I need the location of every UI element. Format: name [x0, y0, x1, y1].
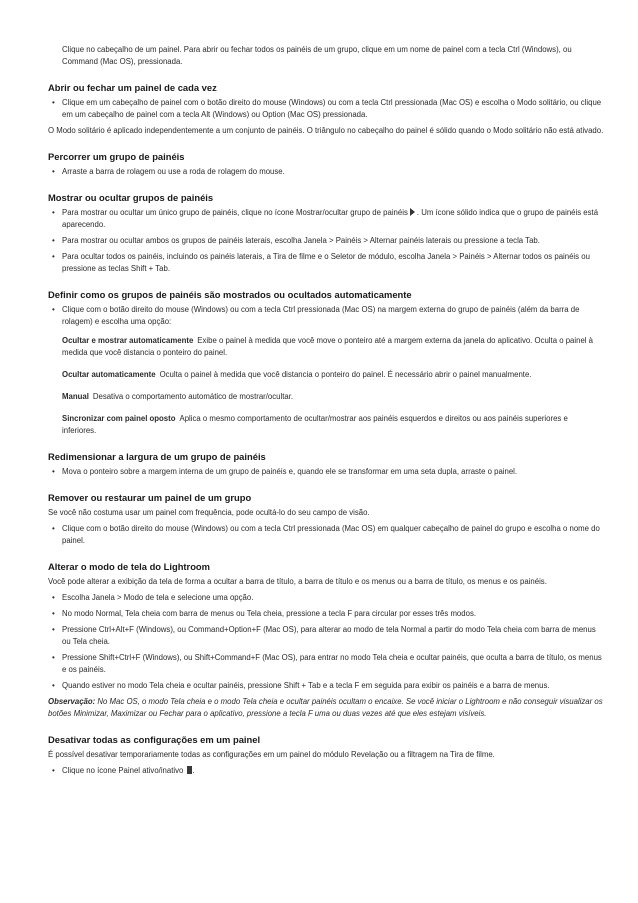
option-manual: [62, 391, 604, 403]
list-item-text: . Um ícone sólido indica que o grupo de painéis está aparecendo.: [62, 208, 599, 229]
heading-show-hide-panel-groups: Mostrar ou ocultar grupos de painéis: [48, 192, 214, 203]
option-desc: Aplica o mesmo comportamento de ocultar/mostrar aos painéis esquerdos e direitos ou aos painéis superiores e inferiores.: [62, 414, 568, 435]
list-scroll-panel-group: [48, 166, 604, 178]
remove-restore-paragraph: Se você não costuma usar um painel com frequência, pode ocultá-lo do seu campo de visão.: [48, 508, 370, 517]
list-item: • Clique com o botão direito do mouse (Windows) ou com a tecla Ctrl pressionada (Mac OS) em qualquer cabeçalho de painel do grupo e escolha o nome do painel.: [62, 523, 604, 547]
list-item: • Quando estiver no modo Tela cheia e ocultar painéis, pressione Shift + Tab e a tecla F em seguida para exibir os painéis e a barra de menus.: [62, 680, 604, 692]
option-term: Sincronizar com painel oposto: [62, 414, 176, 423]
list-item: [62, 765, 604, 777]
list-item: • No modo Normal, Tela cheia com barra de menus ou Tela cheia, pressione a tecla F para circular por esses três modos.: [62, 608, 604, 620]
list-item: • Clique em um cabeçalho de painel com o botão direito do mouse (Windows) ou com a tecla Ctrl pressionada (Mac OS) e escolha o Modo solitário, ou clique em um cabeçalho de painel com a tecla Alt (Windows) ou Option (Mac OS) pressionada.: [62, 97, 604, 121]
list-item: • Pressione Ctrl+Alt+F (Windows), ou Command+Option+F (Mac OS), para alterar ao modo de tela Normal a partir do modo Tela cheia com barra de menus ou Tela cheia.: [62, 624, 604, 648]
option-auto-hide-show: [62, 335, 604, 359]
list-item: • Escolha Janela > Modo de tela e selecione uma opção.: [62, 592, 604, 604]
show-hide-panel-group-icon: [410, 208, 415, 216]
list-screen-mode: [48, 592, 604, 692]
list-item: • Pressione Shift+Ctrl+F (Windows), ou Shift+Command+F (Mac OS), para entrar no modo Tela cheia e ocultar painéis, que oculta a barra de título, os menus e os painéis.: [62, 652, 604, 676]
list-item-text: Clique com o botão direito do mouse (Windows) ou com a tecla Ctrl pressionada (Mac OS) na margem externa do grupo de painéis (além da barra de rolagem) e escolha uma opção:: [62, 305, 580, 326]
list-remove-restore-panel: [48, 523, 604, 547]
list-item: • Arraste a barra de rolagem ou use a roda de rolagem do mouse.: [62, 166, 604, 178]
note-paragraph: [48, 696, 604, 720]
heading-scroll-panel-group: Percorrer um grupo de painéis: [48, 151, 185, 162]
heading-auto-show-hide: Definir como os grupos de painéis são mostrados ou ocultados automaticamente: [48, 289, 412, 300]
disable-settings-paragraph: É possível desativar temporariamente todas as configurações em um painel do módulo Revelação ou a filtragem na Tira de filme.: [48, 750, 495, 759]
option-auto-hide: [62, 369, 604, 381]
option-term: Manual: [62, 392, 89, 401]
option-term: Ocultar automaticamente: [62, 370, 156, 379]
option-desc: Exibe o painel à medida que você move o ponteiro até a margem externa da janela do aplicativo. Oculta o painel à medida que você distancia o ponteiro do painel.: [62, 336, 594, 357]
option-sync-opposite: [62, 413, 604, 437]
list-open-close-single-panel: [48, 97, 604, 121]
list-item: • Para ocultar todos os painéis, incluindo os painéis laterais, a Tira de filme e o Seletor de módulo, escolha Janela > Painéis > Alternar todos os painéis ou pressione as teclas Shift + Tab.: [62, 251, 604, 275]
note-label: Observação:: [48, 697, 96, 706]
heading-resize-panel-group: Redimensionar a largura de um grupo de painéis: [48, 451, 266, 462]
heading-disable-panel-settings: Desativar todas as configurações em um painel: [48, 734, 261, 745]
list-item-text: Clique no ícone Painel ativo/inativo: [62, 766, 184, 775]
heading-screen-mode: Alterar o modo de tela do Lightroom: [48, 561, 210, 572]
list-item: [62, 207, 604, 231]
list-item-text: .: [192, 766, 195, 775]
list-resize-panel-group: [48, 466, 604, 478]
solo-mode-paragraph: O Modo solitário é aplicado independentemente a um conjunto de painéis. O triângulo no cabeçalho do painel é sólido quando o Modo solitário não está ativado.: [48, 126, 604, 135]
option-desc: Oculta o painel à medida que você distancia o ponteiro do painel. É necessário abrir o painel manualmente.: [159, 370, 532, 379]
list-item-text: Para mostrar ou ocultar um único grupo de painéis, clique no ícone Mostrar/ocultar grupo de painéis: [62, 208, 408, 217]
document-page: [48, 44, 604, 781]
list-item: [62, 304, 604, 437]
list-disable-panel-settings: [48, 765, 604, 777]
intro-paragraph: Clique no cabeçalho de um painel. Para abrir ou fechar todos os painéis de um grupo, clique em um nome de painel com a tecla Ctrl (Windows), ou Command (Mac OS), pressionada.: [62, 45, 572, 66]
panel-on-off-icon: [187, 766, 192, 774]
screen-mode-paragraph: Você pode alterar a exibição da tela de forma a ocultar a barra de título, a barra de título e os menus ou a barra de título, os menus e os painéis.: [48, 577, 547, 586]
heading-open-close-single-panel: Abrir ou fechar um painel de cada vez: [48, 82, 217, 93]
list-show-hide-panel-groups: [48, 207, 604, 275]
option-term: Ocultar e mostrar automaticamente: [62, 336, 194, 345]
list-auto-show-hide: [48, 304, 604, 437]
note-text: No Mac OS, o modo Tela cheia e o modo Tela cheia e ocultar painéis ocultam o encaixe. Se você iniciar o Lightroom e não conseguir visualizar os botões Minimizar, Maximizar ou Fechar para o aplicativo, pressione a tecla F uma ou duas vezes até que eles estejam visíveis.: [48, 697, 603, 718]
option-desc: Desativa o comportamento automático de mostrar/ocultar.: [92, 392, 294, 401]
heading-remove-restore-panel: Remover ou restaurar um painel de um grupo: [48, 492, 252, 503]
list-item: • Para mostrar ou ocultar ambos os grupos de painéis laterais, escolha Janela > Painéis > Alternar painéis laterais ou pressione a tecla Tab.: [62, 235, 604, 247]
list-item: • Mova o ponteiro sobre a margem interna de um grupo de painéis e, quando ele se transformar em uma seta dupla, arraste o painel.: [62, 466, 604, 478]
